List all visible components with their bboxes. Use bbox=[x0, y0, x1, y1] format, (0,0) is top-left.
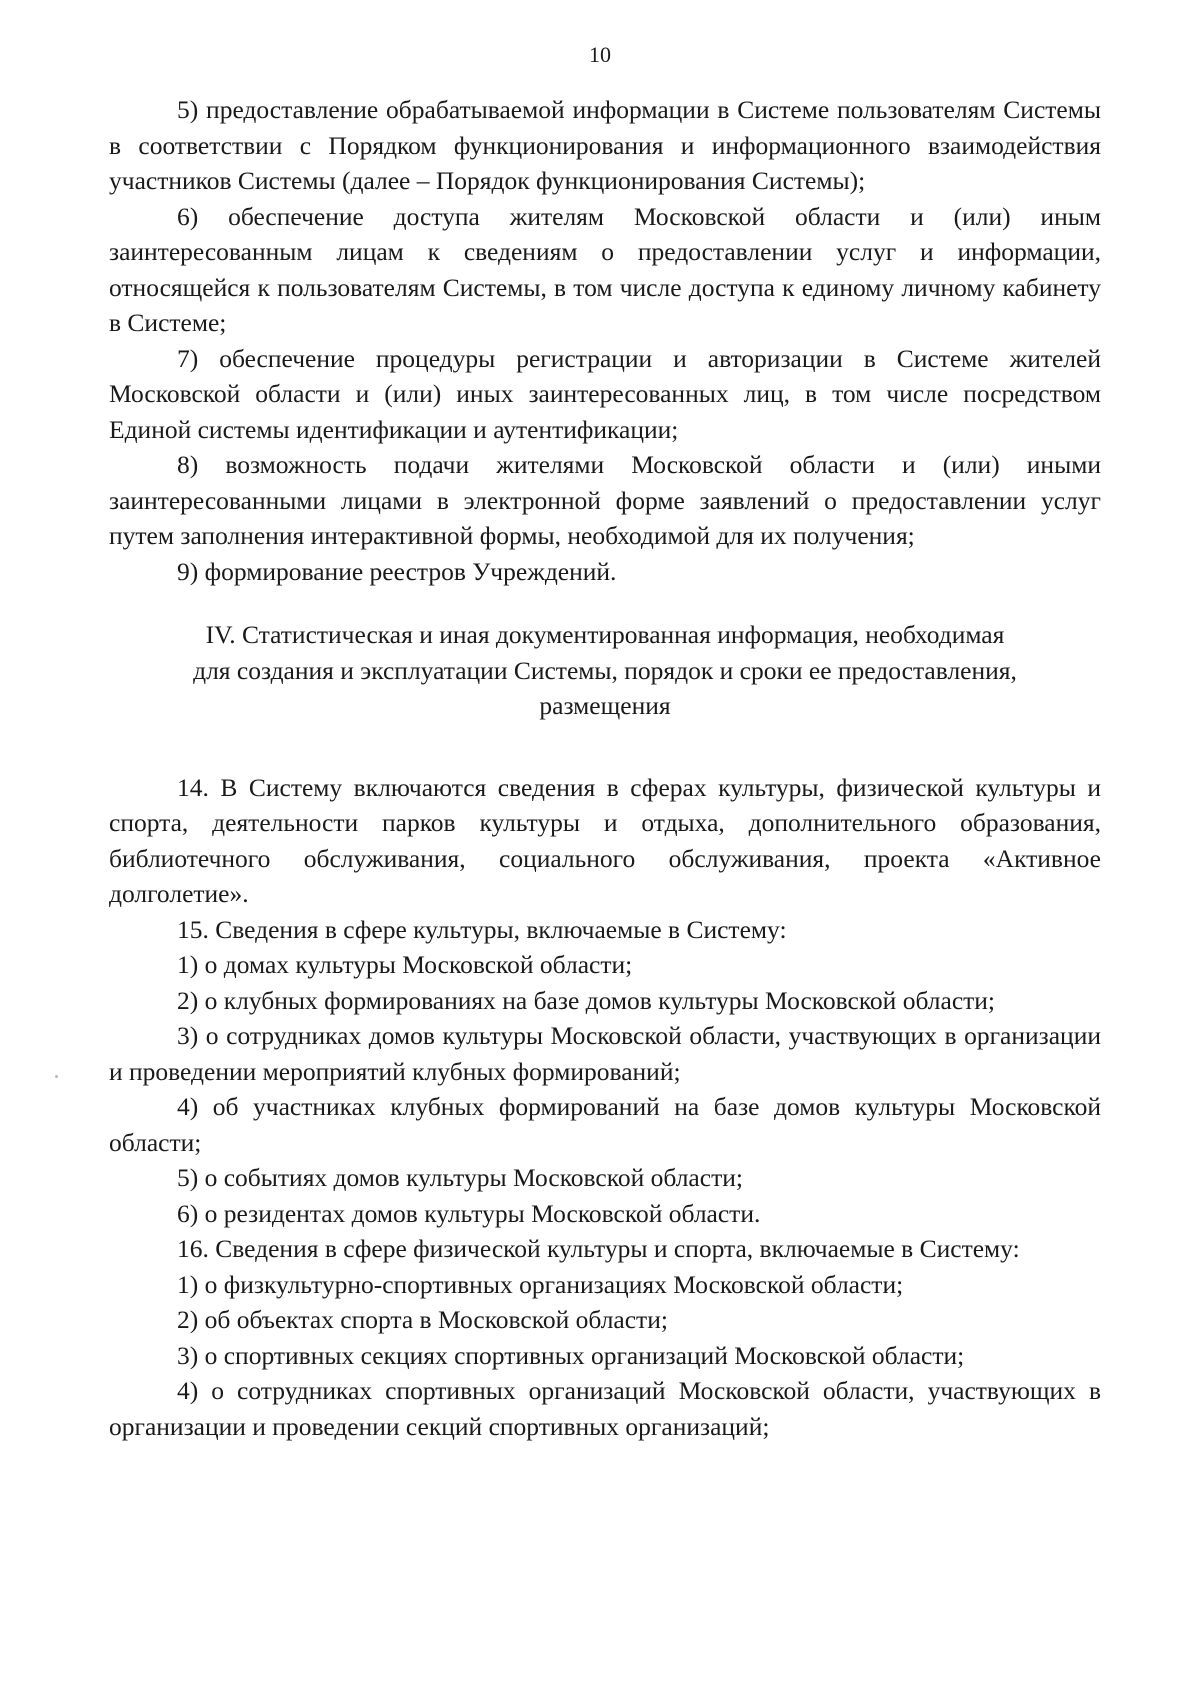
list-item: 1) о физкультурно-спортивных организациях Московской области; bbox=[177, 1269, 904, 1299]
clause-paragraph: 15. Сведения в сфере культуры, включаемые в Систему: bbox=[177, 914, 787, 944]
list-item: 6) обеспечение доступа жителям Московской области и (или) иным заинтересованным лицам к сведениям о предоставлении услуг и информации, относящейся к пользователям Системы, в том числе доступа к единому личному кабинету в Системе; bbox=[109, 201, 1101, 337]
list-item: 2) о клубных формированиях на базе домов культуры Московской области; bbox=[177, 985, 996, 1015]
section-heading-line: IV. Статистическая и иная документированная информация, необходимая bbox=[205, 620, 1005, 649]
list-item: 1) о домах культуры Московской области; bbox=[177, 950, 633, 979]
scan-artifact bbox=[55, 1075, 58, 1078]
document-body bbox=[109, 92, 1101, 1444]
list-item: 4) о сотрудниках спортивных организаций Московской области, участвующих в организации и проведении секций спортивных организаций; bbox=[109, 1376, 1101, 1441]
list-item: 6) о резидентах домов культуры Московской области. bbox=[177, 1198, 761, 1228]
list-item: 2) об объектах спорта в Московской области; bbox=[177, 1305, 668, 1334]
section-heading bbox=[109, 617, 1101, 724]
list-item: 9) формирование реестров Учреждений. bbox=[177, 556, 617, 586]
section-spacer bbox=[109, 724, 1101, 770]
list-item: 3) о спортивных секциях спортивных организаций Московской области; bbox=[177, 1340, 965, 1370]
list-item: 5) о событиях домов культуры Московской области; bbox=[177, 1163, 743, 1192]
list-item: 4) об участниках клубных формирований на базе домов культуры Московской области; bbox=[109, 1092, 1101, 1157]
clause-paragraph: 14. В Систему включаются сведения в сферах культуры, физической культуры и спорта, деятельности парков культуры и отдыха, дополнительного образования, библиотечного обслуживания, социального обслуживания, проекта «Активное долголетие». bbox=[109, 772, 1101, 908]
list-item: 5) предоставление обрабатываемой информации в Системе пользователям Системы в соответствии с Порядком функционирования и информационного взаимодействия участников Системы (далее – Порядок функционирования Системы); bbox=[109, 95, 1101, 195]
section-heading-line: для создания и эксплуатации Системы, порядок и сроки ее предоставления, bbox=[193, 655, 1017, 685]
list-item: 7) обеспечение процедуры регистрации и авторизации в Системе жителей Московской области и (или) иных заинтересованных лиц, в том числе посредством Единой системы идентификации и аутентификации; bbox=[109, 343, 1101, 444]
list-item: 8) возможность подачи жителями Московской области и (или) иными заинтересованными лицами в электронной форме заявлений о предоставлении услуг путем заполнения интерактивной формы, необходимой для их получения; bbox=[109, 450, 1101, 550]
section-heading-line: размещения bbox=[539, 691, 671, 720]
clause-paragraph: 16. Сведения в сфере физической культуры и спорта, включаемые в Систему: bbox=[177, 1234, 1020, 1263]
list-item: 3) о сотрудниках домов культуры Московской области, участвующих в организации и проведении мероприятий клубных формирований; bbox=[109, 1021, 1101, 1086]
page-number: 10 bbox=[589, 42, 611, 67]
